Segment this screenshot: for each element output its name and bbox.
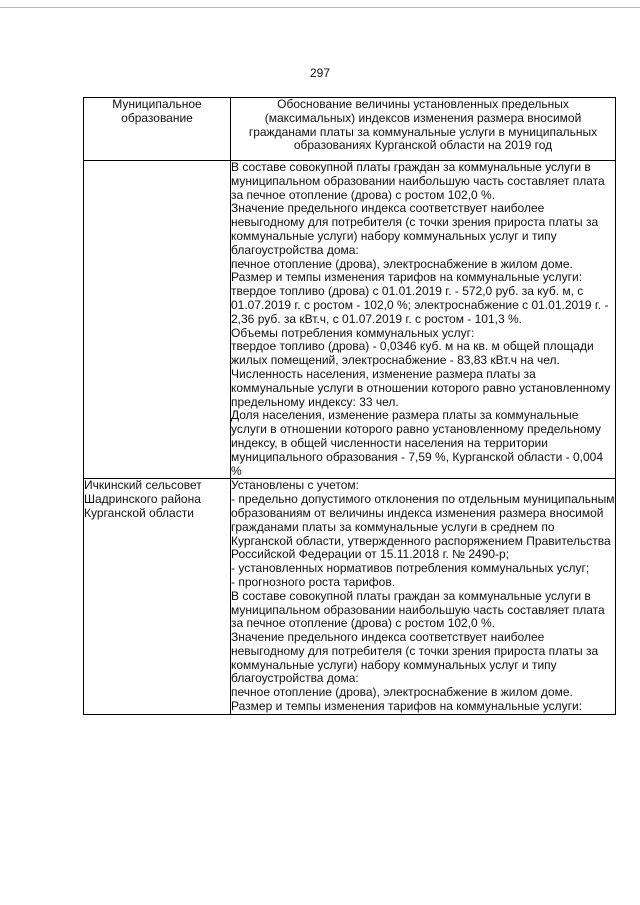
paragraph: - прогнозного роста тарифов. (231, 574, 396, 589)
table-header-row (84, 98, 616, 161)
paragraph: Значение предельного индекса соответствует наиболее невыгодному для потребителя (с точки зрения прироста платы за коммунальные услуги) набору коммунальных услуг и типу благоустройства дома: (231, 201, 599, 257)
paragraph: В составе совокупной платы граждан за коммунальные услуги в муниципальном образовании наибольшую часть составляет плата за печное отопление (дрова) с ростом 102,0 %. (231, 160, 605, 202)
paragraph: Доля населения, изменение размера платы за коммунальные услуги в отношении которого равно установленному предельному индексу, в общей численности населения на территории муниципального образования - 7,59 %, Курганской области - 0,004 % (231, 408, 603, 478)
paragraph: Объемы потребления коммунальных услуг: (231, 325, 475, 340)
table-row (84, 479, 616, 715)
municipality-cell (84, 161, 231, 479)
justification-table (83, 97, 616, 715)
paragraph: В составе совокупной платы граждан за коммунальные услуги в муниципальном образовании наибольшую часть составляет плата за печное отопление (дрова) с ростом 102,0 %. (231, 588, 605, 631)
paragraph: твердое топливо (дрова) с 01.01.2019 г. - 572,0 руб. за куб. м, с 01.07.2019 г. с ростом - 102,0 %; электроснабжение с 01.01.2019 г. - 2,36 руб. за кВт.ч, с 01.07.2019 г. с ростом - 101,3 %. (231, 284, 609, 326)
scan-top-rule (0, 7, 640, 8)
table-row (84, 161, 616, 479)
header-justification: Обоснование величины установленных предельных (максимальных) индексов изменения размера вносимой гражданами платы за коммунальные услуги в муниципальных образованиях Курганской области на 2019 год (231, 98, 616, 161)
paragraph: печное отопление (дрова), электроснабжение в жилом доме. (231, 685, 573, 700)
paragraph: Численность населения, изменение размера платы за коммунальные услуги в отношении которого равно установленному предельному индексу: 33 чел. (231, 366, 611, 409)
page-number: 297 (309, 66, 331, 80)
municipality-cell: Ичкинский сельсовет Шадринского района Курганской области (84, 479, 231, 715)
paragraph: - предельно допустимого отклонения по отдельным муниципальным образованиям от величины индекса изменения размера вносимой гражданами платы за коммунальные услуги в среднем по Курганской области, утвержденного распоряжением Правительства Российской Федерации от 15.11.2018 г. № 2490-р; (231, 492, 615, 562)
paragraph: Установлены с учетом: (231, 478, 359, 493)
paragraph: твердое топливо (дрова) - 0,0346 куб. м на кв. м общей площади жилых помещений, электроснабжение - 83,83 кВт.ч на чел. (231, 339, 594, 368)
paragraph: печное отопление (дрова), электроснабжение в жилом доме. (231, 256, 573, 271)
header-municipality: Муниципальное образование (84, 98, 231, 161)
paragraph: Размер и темпы изменения тарифов на коммунальные услуги: (231, 270, 583, 285)
justification-cell (231, 161, 616, 479)
paragraph: Значение предельного индекса соответствует наиболее невыгодному для потребителя (с точки зрения прироста платы за коммунальные услуги) набору коммунальных услуг и типу благоустройства дома: (231, 630, 599, 686)
paragraph: Размер и темпы изменения тарифов на коммунальные услуги: (231, 699, 583, 714)
justification-cell (231, 479, 616, 715)
paragraph: - установленных нормативов потребления коммунальных услуг; (231, 561, 590, 576)
